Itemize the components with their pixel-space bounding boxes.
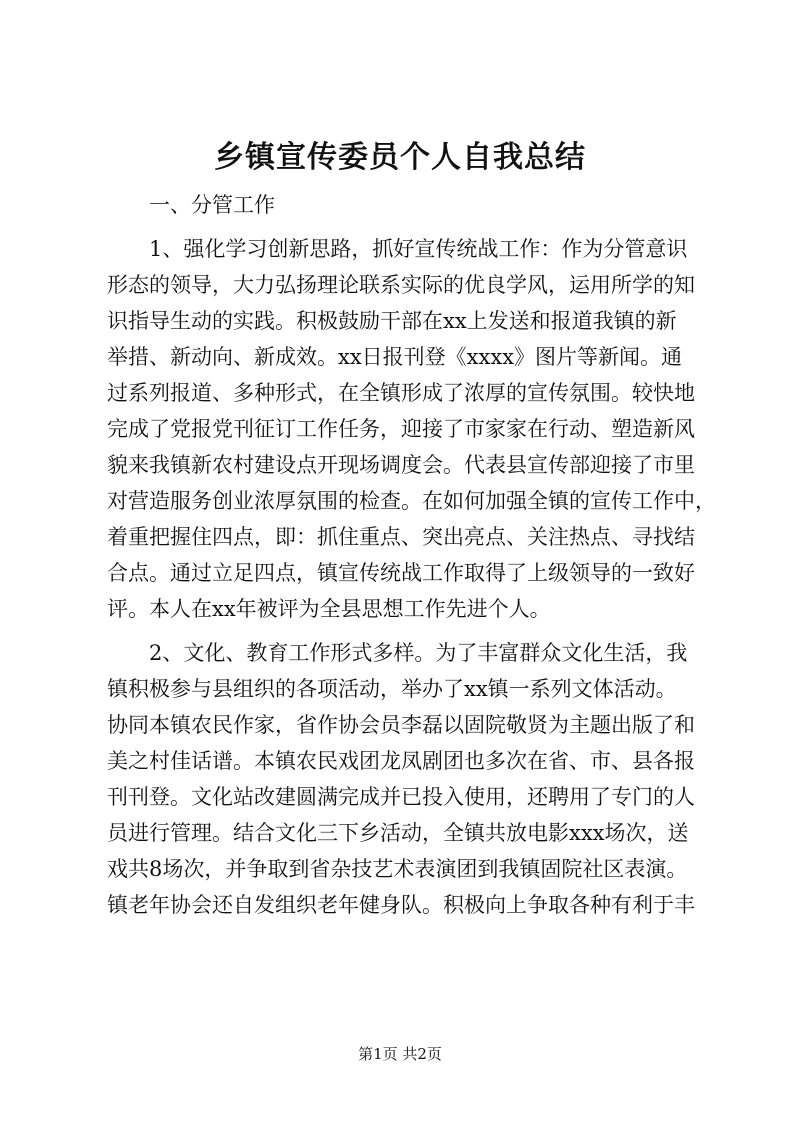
paragraph-line: 过系列报道、多种形式，在全镇形成了浓厚的宣传氛围。较快地: [107, 381, 695, 405]
paragraph-line: 协同本镇农民作家，省作协会员李磊以固院敬贤为主题出版了和: [107, 713, 695, 737]
paragraph-line: 貌来我镇新农村建设点开现场调度会。代表县宣传部迎接了市里: [107, 453, 695, 477]
paragraph-line: 镇积极参与县组织的各项活动，举办了xx镇一系列文体活动。: [107, 677, 677, 701]
document-title: 乡镇宣传委员个人自我总结: [214, 140, 586, 175]
paragraph-line: 1、强化学习创新思路，抓好宣传统战工作：作为分管意识: [149, 237, 688, 261]
paragraph-line: 评。本人在xx年被评为全县思想工作先进个人。: [107, 597, 551, 621]
paragraph-line: 2、文化、教育工作形式多样。为了丰富群众文化生活，我: [149, 641, 688, 665]
paragraph-line: 举措、新动向、新成效。xx日报刊登《xxxx》图片等新闻。通: [107, 345, 683, 369]
paragraph-line: 着重把握住四点，即：抓住重点、突出亮点、关注热点、寻找结: [107, 525, 695, 549]
paragraph-line: 美之村佳话谱。本镇农民戏团龙凤剧团也多次在省、市、县各报: [107, 749, 695, 773]
paragraph-line: 形态的领导，大力弘扬理论联系实际的优良学风，运用所学的知: [107, 273, 695, 297]
paragraph-line: 对营造服务创业浓厚氛围的检查。在如何加强全镇的宣传工作中，: [107, 489, 716, 513]
paragraph-line: 刊刊登。文化站改建圆满完成并已投入使用，还聘用了专门的人: [107, 785, 695, 809]
paragraph-line: 识指导生动的实践。积极鼓励干部在xx上发送和报道我镇的新: [107, 309, 677, 333]
page-number-footer: 第1页 共2页: [358, 1045, 442, 1063]
paragraph-line: 合点。通过立足四点，镇宣传统战工作取得了上级领导的一致好: [107, 561, 695, 585]
paragraph-line: 戏共8场次，并争取到省杂技艺术表演团到我镇固院社区表演。: [107, 857, 688, 881]
section-heading: 一、分管工作: [149, 193, 275, 217]
paragraph-line: 镇老年协会还自发组织老年健身队。积极向上争取各种有利于丰: [107, 893, 695, 917]
paragraph-line: 员进行管理。结合文化三下乡活动，全镇共放电影xxx场次，送: [107, 821, 689, 845]
paragraph-line: 完成了党报党刊征订工作任务，迎接了市家家在行动、塑造新风: [107, 417, 695, 441]
